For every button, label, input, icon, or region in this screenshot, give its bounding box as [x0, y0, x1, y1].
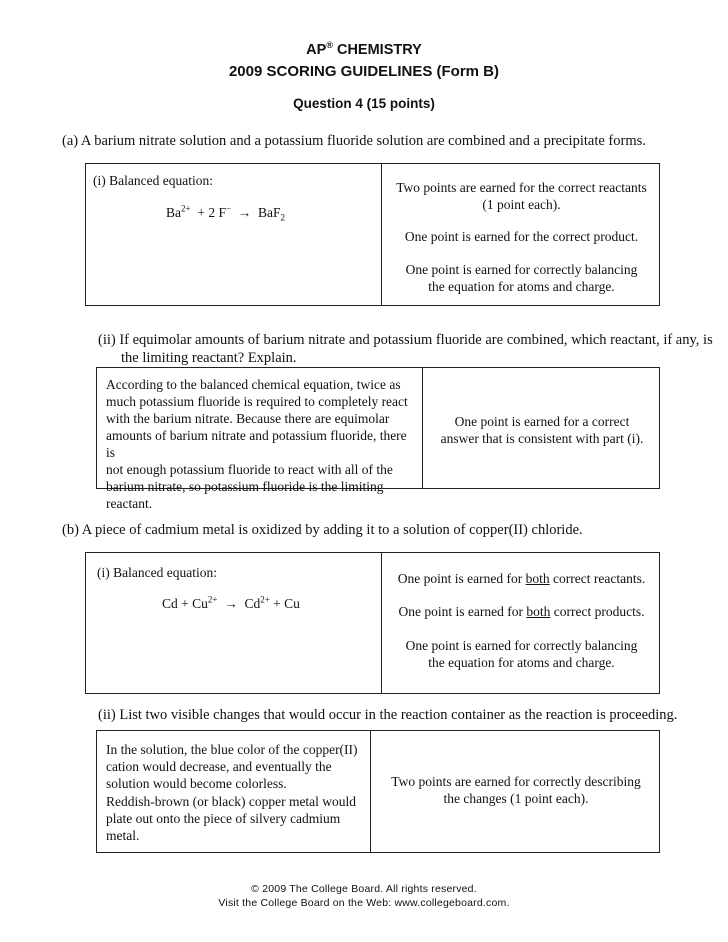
part-b-ii-points: Two points are earned for correctly describing the changes (1 point each).: [391, 774, 641, 806]
part-b-ii-answer-metal: Reddish-brown (or black) copper metal would plate out onto the piece of silvery cadmium metal.: [106, 794, 357, 843]
part-a-prompt: (a) A barium nitrate solution and a potassium fluoride solution are combined and a precipitate forms.: [62, 133, 646, 149]
part-b-ii-box: [96, 730, 660, 853]
part-a-ii-box: [96, 367, 660, 511]
part-b-i-label: (i) Balanced equation:: [97, 565, 217, 580]
part-b-prompt: (b) A piece of cadmium metal is oxidized by adding it to a solution of copper(II) chloride.: [62, 522, 583, 538]
part-b-ii-question: (ii) List two visible changes that would occur in the reaction container as the reaction is proceeding.: [98, 707, 678, 723]
part-a-i-label: (i) Balanced equation:: [93, 173, 213, 188]
part-a-i-box: [85, 163, 660, 306]
part-a-equation: $Ba^{2+} + 2$ F− → BaF$_2$: [166, 203, 286, 223]
question-heading: Question 4 (15 points): [293, 96, 435, 111]
part-b-equation: $Cd + Cu^{2+} \to Cd^{2+} + Cu$: [162, 594, 300, 611]
part-a-ii-question: (ii) If equimolar amounts of barium nitrate and potassium fluoride are combined, which reactant, if any, is the limiting reactant? Explain.: [98, 332, 713, 366]
part-a-ii-points: One point is earned for a correct answer that is consistent with part (i).: [440, 414, 644, 446]
part-b-ii-answer-color: In the solution, the blue color of the copper(II) cation would decrease, and eventually the solution would become colorless.: [106, 742, 358, 791]
footer-website: Visit the College Board on the Web: www.collegeboard.com.: [218, 897, 510, 909]
doc-subtitle: 2009 SCORING GUIDELINES (Form B): [228, 63, 500, 80]
footer: [0, 882, 728, 910]
part-b-i-points-balance: One point is earned for correctly balancing the equation for atoms and charge.: [405, 638, 638, 670]
part-b-i-box: [85, 552, 660, 694]
part-b-i-points-reactants: One point is earned for both correct reactants.: [397, 571, 646, 586]
part-a-i-points-product: One point is earned for the correct product.: [404, 229, 639, 244]
part-a-i-points-reactants: Two points are earned for the correct reactants (1 point each).: [396, 180, 647, 212]
part-a-i-points-balance: One point is earned for correctly balancing the equation for atoms and charge.: [405, 262, 638, 294]
part-a-ii-answer: According to the balanced chemical equation, twice as much potassium fluoride is required to completely react with the barium nitrate. Because there are equimolar amounts of barium nitrate and potassium fluoride, there is not enough potassium fluoride to react with all of the barium nitrate, so potassium fluoride is the limiting reactant.: [106, 377, 408, 511]
part-b-i-points-products: One point is earned for both correct products.: [398, 604, 645, 619]
doc-title: AP® CHEMISTRY: [306, 40, 422, 58]
footer-copyright: © 2009 The College Board. All rights reserved.: [251, 883, 477, 895]
